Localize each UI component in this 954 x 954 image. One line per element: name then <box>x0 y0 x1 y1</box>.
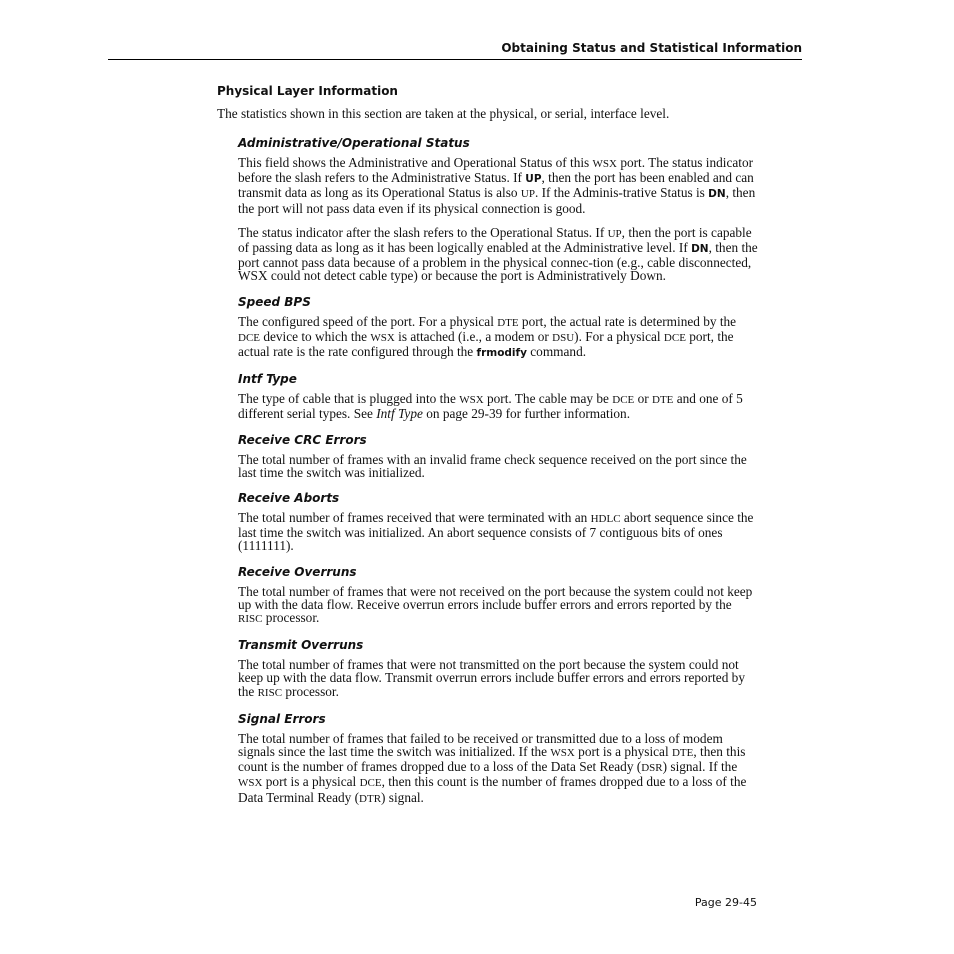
text: port. The cable may be <box>483 391 613 407</box>
acronym: DSR <box>641 762 663 775</box>
text: port, the actual rate is the rate configured through the <box>238 328 734 360</box>
acronym: DTR <box>359 792 382 805</box>
running-header: Obtaining Status and Statistical Information <box>501 41 802 55</box>
text: , then the port has been enabled and can transmit data as long as its Operational Status is also <box>238 170 754 201</box>
text: or <box>634 391 652 407</box>
text: port is a physical <box>262 774 360 790</box>
acronym: RISC <box>257 686 283 699</box>
text: The type of cable that is plugged into the <box>238 391 460 407</box>
acronym: DTE <box>497 316 519 329</box>
cross-reference: Intf Type <box>376 406 423 422</box>
acronym: DSU <box>552 331 575 344</box>
receive-aborts-paragraph <box>238 511 758 553</box>
signal-errors-paragraph <box>238 732 758 806</box>
text: on page 29-39 for further information. <box>422 406 631 422</box>
page-number: Page 29-45 <box>694 896 757 909</box>
subheading-transmit-overruns: Transmit Overruns <box>238 638 364 653</box>
acronym: DTE <box>652 394 674 407</box>
text: command. <box>526 344 587 360</box>
text: The total number of frames that were not transmitted on the port because the system could not keep up with the data flow. Transmit overrun errors include buffer errors and errors reported by the <box>238 657 745 699</box>
text: processor. <box>282 683 339 699</box>
text: The total number of frames received that were terminated with an <box>238 510 591 526</box>
subheading-receive-aborts: Receive Aborts <box>238 491 340 506</box>
text: port. The status indicator before the slash refers to the Administrative Status. If <box>238 155 754 186</box>
section-title: Physical Layer Information <box>217 84 398 98</box>
acronym: DTE <box>671 747 694 760</box>
text: , then the port will not pass data even if its physical connection is good. <box>238 185 756 216</box>
speed-bps-paragraph <box>238 315 758 361</box>
acronym: WSX <box>550 747 575 760</box>
acronym: UP <box>607 227 622 240</box>
section-intro: The statistics shown in this section are taken at the physical, or serial, interface level. <box>217 106 670 121</box>
transmit-overruns-paragraph <box>238 658 758 700</box>
text: The configured speed of the port. For a physical <box>238 313 498 329</box>
text: , then the port cannot pass data because of a problem in the physical connec-tion (e.g., cable disconnected, WSX could not detect cable type) or because the port is Administratively Down. <box>238 240 758 284</box>
acronym: DCE <box>359 777 382 790</box>
text: is attached (i.e., a modem or <box>394 328 553 344</box>
text: port, the actual rate is determined by the <box>518 313 737 329</box>
acronym: WSX <box>238 777 263 790</box>
acronym: WSX <box>459 394 484 407</box>
acronym: WSX <box>592 158 617 170</box>
text: and one of 5 different serial types. See <box>238 391 743 422</box>
text: abort sequence since the last time the switch was initialized. An abort sequence consists of 7 contiguous bits of ones (1111111). <box>238 510 754 554</box>
text: The status indicator after the slash refers to the Operational Status. If <box>238 224 608 240</box>
acronym: UP <box>520 188 535 201</box>
command-keyword: frmodify <box>476 347 527 360</box>
keyword: DN <box>691 243 709 256</box>
admin-status-paragraph-2 <box>238 226 758 283</box>
acronym: RISC <box>238 613 263 626</box>
text: This field shows the Administrative and Operational Status of this <box>238 155 593 170</box>
text: processor. <box>262 610 320 626</box>
text: The total number of frames that were not received on the port because the system could not keep up with the data flow. Receive overrun errors include buffer errors and errors reported by the <box>238 583 753 612</box>
keyword: DN <box>708 188 726 201</box>
text: , then the port is capable of passing data as long as it has been logically enabled at the Administrative level. If <box>238 224 752 256</box>
subheading-signal-errors: Signal Errors <box>238 711 326 726</box>
header-rule <box>108 59 802 60</box>
text: . If the Adminis-trative Status is <box>534 185 709 201</box>
acronym: DCE <box>238 331 260 344</box>
acronym: WSX <box>370 331 395 344</box>
subheading-speed-bps: Speed BPS <box>238 294 311 309</box>
acronym: DCE <box>663 331 686 344</box>
subheading-receive-crc: Receive CRC Errors <box>238 432 367 447</box>
acronym: DCE <box>612 394 635 407</box>
intf-type-paragraph <box>238 392 758 420</box>
keyword: UP <box>525 173 542 186</box>
text: , then this count is the number of frames dropped due to a loss of the Data Set Ready ( <box>238 744 746 775</box>
admin-status-paragraph-1 <box>238 156 758 215</box>
acronym: HDLC <box>590 513 621 526</box>
receive-overruns-paragraph <box>238 585 758 627</box>
subheading-admin-status: Administrative/Operational Status <box>238 136 470 150</box>
text: ). For a physical <box>574 328 664 344</box>
text: , then this count is the number of frames dropped due to a loss of the Data Terminal Ready ( <box>238 774 747 805</box>
text: port is a physical <box>574 744 672 760</box>
receive-crc-paragraph: The total number of frames with an invalid frame check sequence received on the port since the last time the switch was initialized. <box>238 451 747 480</box>
text: The total number of frames that failed to be received or transmitted due to a loss of modem signals since the last time the switch was initialized. If the <box>238 730 723 760</box>
text: ) signal. <box>381 789 424 805</box>
subheading-receive-overruns: Receive Overruns <box>238 564 357 579</box>
text: ) signal. If the <box>662 759 738 775</box>
content-body <box>238 135 758 817</box>
subheading-intf-type: Intf Type <box>238 372 297 387</box>
text: device to which the <box>260 328 371 344</box>
